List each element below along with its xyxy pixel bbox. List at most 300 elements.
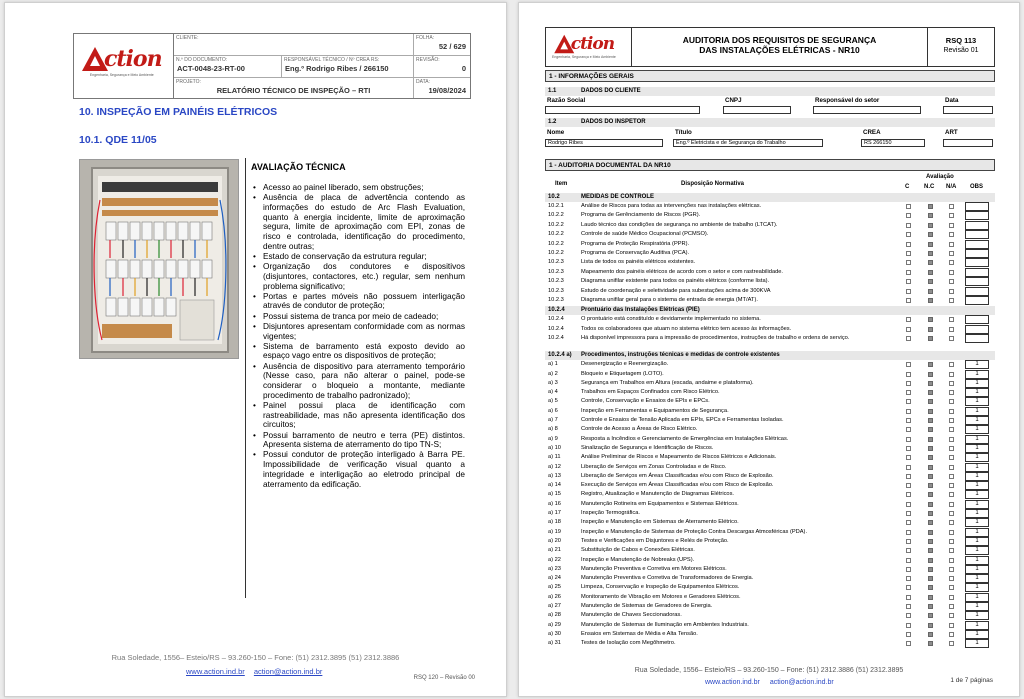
checkbox-na[interactable] bbox=[949, 623, 954, 628]
checkbox-nc[interactable] bbox=[928, 558, 933, 563]
row-item-number: 10.2.4 bbox=[548, 307, 565, 314]
checkbox-c[interactable] bbox=[906, 437, 911, 442]
section-general-info: 1 - INFORMAÇÕES GERAIS bbox=[545, 70, 995, 82]
row-item-number: a) 22 bbox=[548, 556, 561, 563]
obs-field[interactable]: 1 bbox=[965, 416, 989, 425]
obs-field[interactable]: 1 bbox=[965, 472, 989, 481]
checkbox-c[interactable] bbox=[906, 567, 911, 572]
checkbox-na[interactable] bbox=[949, 632, 954, 637]
revision-cell: REVISÃO: 0 bbox=[414, 56, 470, 78]
row-item-number: a) 19 bbox=[548, 528, 561, 535]
checkbox-nc[interactable] bbox=[928, 632, 933, 637]
obs-field[interactable]: 1 bbox=[965, 602, 989, 611]
obs-field[interactable]: 1 bbox=[965, 481, 989, 490]
checkbox-nc[interactable] bbox=[928, 595, 933, 600]
row-description: Procedimentos, instruções técnicas e medidas de controle existentes bbox=[581, 352, 780, 359]
inspector-crea-field[interactable]: RS 266150 bbox=[861, 139, 925, 147]
table-row bbox=[545, 490, 995, 499]
checkbox-c[interactable] bbox=[906, 576, 911, 581]
row-item-number: a) 21 bbox=[548, 547, 561, 554]
table-row bbox=[545, 287, 995, 296]
row-item-number: 10.2.4 bbox=[548, 316, 564, 323]
checkbox-nc[interactable] bbox=[928, 418, 933, 423]
row-item-number: a) 28 bbox=[548, 612, 561, 619]
checkbox-c[interactable] bbox=[906, 298, 911, 303]
checkbox-c[interactable] bbox=[906, 455, 911, 460]
checkbox-nc[interactable] bbox=[928, 604, 933, 609]
table-group-row bbox=[545, 306, 995, 315]
checkbox-nc[interactable] bbox=[928, 204, 933, 209]
doc-number-cell: N.º DO DOCUMENTO: ACT-0048-23-RT-00 bbox=[174, 56, 282, 78]
obs-field[interactable]: 1 bbox=[965, 611, 989, 620]
table-row bbox=[545, 528, 995, 537]
checkbox-na[interactable] bbox=[949, 317, 954, 322]
checkbox-nc[interactable] bbox=[928, 232, 933, 237]
row-item-number: a) 29 bbox=[548, 621, 561, 628]
checkbox-na[interactable] bbox=[949, 474, 954, 479]
section-title: 10. INSPEÇÃO EM PAINÉIS ELÉTRICOS bbox=[79, 106, 278, 118]
checkbox-c[interactable] bbox=[906, 623, 911, 628]
row-description: Testes e Verificações em Disjuntores e Relés de Proteção. bbox=[581, 537, 729, 544]
row-description: Manutenção de Sistemas de Geradores de Energia. bbox=[581, 603, 713, 609]
checkbox-c[interactable] bbox=[906, 492, 911, 497]
checkbox-nc[interactable] bbox=[928, 492, 933, 497]
row-description: Programa de Conservação Auditiva (PCA). bbox=[581, 250, 690, 256]
obs-field[interactable]: 1 bbox=[965, 388, 989, 397]
obs-field[interactable]: 1 bbox=[965, 574, 989, 583]
obs-field[interactable]: 1 bbox=[965, 537, 989, 546]
checkbox-c[interactable] bbox=[906, 362, 911, 367]
checkbox-c[interactable] bbox=[906, 381, 911, 386]
obs-field[interactable] bbox=[965, 258, 989, 267]
obs-field[interactable]: 1 bbox=[965, 370, 989, 379]
checkbox-nc[interactable] bbox=[928, 520, 933, 525]
checkbox-na[interactable] bbox=[949, 390, 954, 395]
obs-field[interactable] bbox=[965, 202, 989, 211]
checkbox-na[interactable] bbox=[949, 576, 954, 581]
checkbox-nc[interactable] bbox=[928, 372, 933, 377]
row-item-number: a) 14 bbox=[548, 482, 561, 489]
checkbox-na[interactable] bbox=[949, 409, 954, 414]
checkbox-nc[interactable] bbox=[928, 213, 933, 218]
technical-evaluation-list bbox=[253, 183, 465, 490]
obs-field[interactable]: 1 bbox=[965, 528, 989, 537]
form-code: RSQ 113 Revisão 01 bbox=[943, 36, 979, 54]
row-description: Diagrama unifilar geral para o sistema de entrada de energia (MT/AT). bbox=[581, 297, 758, 303]
row-description: Ensaios em Sistemas de Média e Alta Tensão. bbox=[581, 630, 698, 637]
obs-field[interactable]: 1 bbox=[965, 556, 989, 565]
checkbox-nc[interactable] bbox=[928, 270, 933, 275]
row-item-number: 10.2.1 bbox=[548, 203, 564, 209]
checkbox-c[interactable] bbox=[906, 223, 911, 228]
row-description: Sinalização de Segurança e Identificação de Riscos. bbox=[581, 444, 714, 451]
checkbox-na[interactable] bbox=[949, 446, 954, 451]
label-razao-social: Razão Social bbox=[547, 97, 586, 104]
checkbox-na[interactable] bbox=[949, 418, 954, 423]
checkbox-nc[interactable] bbox=[928, 641, 933, 646]
checkbox-c[interactable] bbox=[906, 232, 911, 237]
cnpj-field[interactable] bbox=[723, 106, 791, 114]
obs-field[interactable]: 1 bbox=[965, 453, 989, 462]
col-obs: OBS bbox=[970, 184, 984, 190]
checkbox-nc[interactable] bbox=[928, 390, 933, 395]
checkbox-c[interactable] bbox=[906, 604, 911, 609]
row-item-number: a) 23 bbox=[548, 565, 561, 572]
obs-field[interactable]: 1 bbox=[965, 630, 989, 639]
checkbox-c[interactable] bbox=[906, 483, 911, 488]
obs-field[interactable] bbox=[965, 268, 989, 277]
checkbox-na[interactable] bbox=[949, 558, 954, 563]
checkbox-nc[interactable] bbox=[928, 279, 933, 284]
row-item-number: 10.2.4 bbox=[548, 335, 564, 342]
page-count: 1 de 7 páginas bbox=[950, 677, 993, 684]
row-item-number: 10.2.3 bbox=[548, 259, 564, 266]
checkbox-c[interactable] bbox=[906, 446, 911, 451]
checkbox-c[interactable] bbox=[906, 585, 911, 590]
table-row bbox=[545, 463, 995, 472]
checkbox-na[interactable] bbox=[949, 585, 954, 590]
row-description: Controle de saúde Médico Ocupacional (PCMSO). bbox=[581, 231, 709, 238]
row-description: Substituição de Cabos e Conexões Elétricas. bbox=[581, 547, 695, 554]
checkbox-na[interactable] bbox=[949, 492, 954, 497]
obs-field[interactable] bbox=[965, 296, 989, 305]
row-description: Testes de Isolação com Megôhmetro. bbox=[581, 640, 676, 647]
evaluation-item: • Ausência de placa de advertência contendo as informações do estudo de Arc Flash Evaluation, quanto à energia incidente, limite de aproximação segura, limite de aproximação com EPI, zonas de risco e controlada, identificação do procedimento, dentre outras; bbox=[253, 193, 465, 251]
row-item-number: 10.2.4 a) bbox=[548, 352, 572, 359]
checkbox-nc[interactable] bbox=[928, 437, 933, 442]
table-row bbox=[545, 397, 995, 406]
obs-field[interactable] bbox=[965, 325, 989, 334]
table-row bbox=[545, 202, 995, 211]
evaluation-item: • Portas e partes móveis não possuem interligação através de condutor de proteção; bbox=[253, 292, 465, 311]
checkbox-c[interactable] bbox=[906, 336, 911, 341]
col-disposition: Disposição Normativa bbox=[681, 181, 745, 187]
checkbox-nc[interactable] bbox=[928, 548, 933, 553]
checkbox-na[interactable] bbox=[949, 204, 954, 209]
checkbox-nc[interactable] bbox=[928, 427, 933, 432]
row-item-number: a) 18 bbox=[548, 519, 561, 526]
table-row bbox=[545, 546, 995, 555]
checkbox-na[interactable] bbox=[949, 604, 954, 609]
email-link[interactable]: action@action.ind.br bbox=[769, 679, 834, 686]
row-item-number: a) 12 bbox=[548, 463, 561, 470]
footer-address: Rua Soledade, 1556– Esteio/RS – 93.260-150 – Fone: (51) 2312.3895 (51) 2312.3886 bbox=[111, 653, 400, 662]
inspector-name-field[interactable]: Rodrigo Ribes bbox=[545, 139, 663, 147]
table-row bbox=[545, 416, 995, 425]
obs-field[interactable]: 1 bbox=[965, 639, 989, 648]
checkbox-nc[interactable] bbox=[928, 474, 933, 479]
obs-field[interactable]: 1 bbox=[965, 565, 989, 574]
checkbox-c[interactable] bbox=[906, 632, 911, 637]
row-item-number: a) 17 bbox=[548, 510, 561, 516]
row-item-number: a) 3 bbox=[548, 379, 558, 386]
checkbox-nc[interactable] bbox=[928, 409, 933, 414]
checkbox-c[interactable] bbox=[906, 548, 911, 553]
checkbox-nc[interactable] bbox=[928, 260, 933, 265]
checkbox-c[interactable] bbox=[906, 641, 911, 646]
obs-field[interactable]: 1 bbox=[965, 583, 989, 592]
electrical-panel-photo bbox=[79, 159, 239, 359]
table-group-row bbox=[545, 351, 995, 360]
checkbox-na[interactable] bbox=[949, 399, 954, 404]
checkbox-na[interactable] bbox=[949, 483, 954, 488]
obs-field[interactable]: 1 bbox=[965, 593, 989, 602]
checkbox-na[interactable] bbox=[949, 520, 954, 525]
checkbox-c[interactable] bbox=[906, 465, 911, 470]
checkbox-c[interactable] bbox=[906, 520, 911, 525]
evaluation-item: • Possui barramento de neutro e terra (PE) distintos. Apresenta sistema de aterramento do tipo TN-S; bbox=[253, 431, 465, 450]
footer-links bbox=[705, 679, 842, 686]
checkbox-nc[interactable] bbox=[928, 511, 933, 516]
row-item-number: 10.2.2 bbox=[548, 231, 564, 238]
checkbox-na[interactable] bbox=[949, 511, 954, 516]
checkbox-na[interactable] bbox=[949, 381, 954, 386]
table-row bbox=[545, 268, 995, 277]
table-row bbox=[545, 593, 995, 602]
checkbox-c[interactable] bbox=[906, 409, 911, 414]
checkbox-nc[interactable] bbox=[928, 465, 933, 470]
checkbox-nc[interactable] bbox=[928, 502, 933, 507]
checkbox-nc[interactable] bbox=[928, 223, 933, 228]
checkbox-c[interactable] bbox=[906, 399, 911, 404]
checkbox-c[interactable] bbox=[906, 260, 911, 265]
checkbox-nc[interactable] bbox=[928, 613, 933, 618]
footer-links bbox=[186, 667, 329, 676]
checkbox-c[interactable] bbox=[906, 613, 911, 618]
checkbox-nc[interactable] bbox=[928, 289, 933, 294]
checkbox-nc[interactable] bbox=[928, 381, 933, 386]
row-description: Execução de Serviços em Áreas Classificadas e/ou com Risco de Explosão. bbox=[581, 482, 774, 489]
checkbox-c[interactable] bbox=[906, 279, 911, 284]
checkbox-na[interactable] bbox=[949, 232, 954, 237]
label-name: Nome bbox=[547, 129, 565, 136]
obs-field[interactable]: 1 bbox=[965, 397, 989, 406]
row-description: Análise Preliminar de Riscos e Mapeamento de Riscos Elétricos e Adicionais. bbox=[581, 454, 777, 461]
table-row bbox=[545, 407, 995, 416]
checkbox-nc[interactable] bbox=[928, 483, 933, 488]
obs-field[interactable]: 1 bbox=[965, 518, 989, 527]
row-description: Controle, Conservação e Ensaios de EPIs e EPCs. bbox=[581, 398, 710, 405]
obs-field[interactable]: 1 bbox=[965, 546, 989, 555]
checkbox-c[interactable] bbox=[906, 251, 911, 256]
table-row bbox=[545, 453, 995, 462]
email-link[interactable]: action@action.ind.br bbox=[253, 667, 323, 676]
checkbox-nc[interactable] bbox=[928, 585, 933, 590]
date-field[interactable] bbox=[943, 106, 993, 114]
checkbox-na[interactable] bbox=[949, 437, 954, 442]
obs-field[interactable]: 1 bbox=[965, 490, 989, 499]
checkbox-na[interactable] bbox=[949, 530, 954, 535]
checkbox-c[interactable] bbox=[906, 242, 911, 247]
row-item-number: a) 24 bbox=[548, 575, 561, 582]
website-link[interactable]: www.action.ind.br bbox=[705, 679, 760, 686]
row-description: Segurança em Trabalhos em Altura (escada, andaime e plataforma). bbox=[581, 379, 754, 386]
checkbox-na[interactable] bbox=[949, 223, 954, 228]
checkbox-nc[interactable] bbox=[928, 317, 933, 322]
obs-field[interactable]: 1 bbox=[965, 407, 989, 416]
row-description: Estudo de coordenação e seletividade para subestações acima de 300KVA bbox=[581, 287, 771, 294]
row-description: Desenergização e Reenergização. bbox=[581, 361, 669, 368]
obs-field[interactable]: 1 bbox=[965, 500, 989, 509]
obs-field[interactable]: 1 bbox=[965, 509, 989, 518]
checkbox-nc[interactable] bbox=[928, 251, 933, 256]
checkbox-na[interactable] bbox=[949, 567, 954, 572]
checkbox-c[interactable] bbox=[906, 530, 911, 535]
checkbox-c[interactable] bbox=[906, 372, 911, 377]
checkbox-na[interactable] bbox=[949, 465, 954, 470]
checkbox-nc[interactable] bbox=[928, 336, 933, 341]
obs-field[interactable] bbox=[965, 221, 989, 230]
inspector-data-heading: 1.2 DADOS DO INSPETOR bbox=[545, 118, 995, 127]
obs-field[interactable] bbox=[965, 334, 989, 343]
responsible-field[interactable] bbox=[813, 106, 921, 114]
obs-field[interactable]: 1 bbox=[965, 360, 989, 369]
label-date: Data bbox=[945, 97, 959, 104]
checkbox-c[interactable] bbox=[906, 427, 911, 432]
obs-field[interactable] bbox=[965, 240, 989, 249]
table-row bbox=[545, 277, 995, 286]
checkbox-nc[interactable] bbox=[928, 362, 933, 367]
table-row bbox=[545, 240, 995, 249]
checkbox-c[interactable] bbox=[906, 539, 911, 544]
obs-field[interactable] bbox=[965, 249, 989, 258]
obs-field[interactable] bbox=[965, 287, 989, 296]
row-description: Manutenção de Chaves Seccionadoras. bbox=[581, 612, 682, 619]
obs-field[interactable]: 1 bbox=[965, 444, 989, 453]
row-description: Liberação de Serviços em Áreas Classificadas e/ou com Risco de Explosão. bbox=[581, 472, 774, 479]
row-item-number: a) 13 bbox=[548, 472, 561, 479]
label-cnpj: CNPJ bbox=[725, 97, 742, 104]
obs-field[interactable] bbox=[965, 211, 989, 220]
obs-field[interactable]: 1 bbox=[965, 435, 989, 444]
checkbox-na[interactable] bbox=[949, 427, 954, 432]
obs-field[interactable] bbox=[965, 230, 989, 239]
checkbox-na[interactable] bbox=[949, 362, 954, 367]
checkbox-na[interactable] bbox=[949, 242, 954, 247]
row-description: Manutenção de Sistemas de Iluminação em Ambientes Industriais. bbox=[581, 621, 749, 628]
checkbox-nc[interactable] bbox=[928, 539, 933, 544]
checkbox-nc[interactable] bbox=[928, 446, 933, 451]
checkbox-c[interactable] bbox=[906, 502, 911, 507]
row-description: Manutenção Preventiva e Corretiva em Motores Elétricos. bbox=[581, 565, 727, 572]
row-item-number: a) 10 bbox=[548, 444, 561, 451]
table-row bbox=[545, 258, 995, 267]
checkbox-na[interactable] bbox=[949, 260, 954, 265]
table-row bbox=[545, 556, 995, 565]
checkbox-c[interactable] bbox=[906, 390, 911, 395]
label-art: ART bbox=[945, 129, 958, 136]
checkbox-c[interactable] bbox=[906, 511, 911, 516]
checkbox-na[interactable] bbox=[949, 289, 954, 294]
checkbox-c[interactable] bbox=[906, 270, 911, 275]
table-row bbox=[545, 602, 995, 611]
row-item-number: a) 30 bbox=[548, 630, 561, 637]
table-row bbox=[545, 630, 995, 639]
table-row bbox=[545, 315, 995, 324]
row-description: Inspeção e Manutenção de Sistemas de Proteção Contra Descargas Atmosféricas (PDA). bbox=[581, 528, 808, 535]
row-description: Bloqueio e Etiquetagem (LOTO). bbox=[581, 370, 664, 377]
row-description: Trabalhos em Espaços Confinados com Risco Elétrico. bbox=[581, 389, 720, 396]
checkbox-c[interactable] bbox=[906, 213, 911, 218]
label-title: Título bbox=[675, 129, 692, 136]
checkbox-c[interactable] bbox=[906, 558, 911, 563]
form-revision: RSQ 120 – Revisão 00 bbox=[413, 675, 475, 681]
checkbox-c[interactable] bbox=[906, 317, 911, 322]
evaluation-item: • Disjuntores apresentam conformidade com as normas vigentes; bbox=[253, 322, 465, 341]
checkbox-na[interactable] bbox=[949, 298, 954, 303]
table-row bbox=[545, 211, 995, 220]
client-cell: CLIENTE: bbox=[174, 34, 414, 56]
checkbox-na[interactable] bbox=[949, 372, 954, 377]
checkbox-nc[interactable] bbox=[928, 298, 933, 303]
obs-field[interactable] bbox=[965, 277, 989, 286]
checkbox-na[interactable] bbox=[949, 548, 954, 553]
checkbox-na[interactable] bbox=[949, 455, 954, 460]
inspector-art-field[interactable] bbox=[943, 139, 993, 147]
checkbox-nc[interactable] bbox=[928, 327, 933, 332]
table-row bbox=[545, 537, 995, 546]
col-c: C bbox=[905, 184, 910, 190]
row-description: Mapeamento dos painéis elétricos de acordo com o setor e com rastreabilidade. bbox=[581, 268, 784, 275]
checkbox-c[interactable] bbox=[906, 327, 911, 332]
inspector-title-field[interactable]: Eng.º Eletricista e de Segurança do Trabalho bbox=[673, 139, 823, 147]
logo-cell bbox=[74, 34, 174, 98]
checkbox-nc[interactable] bbox=[928, 530, 933, 535]
checkbox-nc[interactable] bbox=[928, 455, 933, 460]
checkbox-nc[interactable] bbox=[928, 399, 933, 404]
checkbox-c[interactable] bbox=[906, 595, 911, 600]
obs-field[interactable] bbox=[965, 315, 989, 324]
label-crea: CREA bbox=[863, 129, 881, 136]
row-item-number: a) 27 bbox=[548, 603, 561, 609]
checkbox-na[interactable] bbox=[949, 213, 954, 218]
razao-social-field[interactable] bbox=[545, 106, 700, 114]
checkbox-nc[interactable] bbox=[928, 576, 933, 581]
obs-field[interactable]: 1 bbox=[965, 425, 989, 434]
checkbox-c[interactable] bbox=[906, 474, 911, 479]
row-item-number: 10.2.2 bbox=[548, 240, 564, 247]
row-item-number: a) 4 bbox=[548, 389, 558, 396]
checkbox-nc[interactable] bbox=[928, 242, 933, 247]
checkbox-c[interactable] bbox=[906, 418, 911, 423]
row-item-number: a) 15 bbox=[548, 491, 561, 498]
company-logo: ction Engenharia, Segurança e Meio Ambiente bbox=[552, 34, 616, 59]
checkbox-na[interactable] bbox=[949, 595, 954, 600]
checkbox-na[interactable] bbox=[949, 641, 954, 646]
checkbox-nc[interactable] bbox=[928, 567, 933, 572]
row-description: Inspeção e Manutenção de Nobreaks (UPS). bbox=[581, 556, 695, 563]
checkbox-na[interactable] bbox=[949, 279, 954, 284]
row-description: Laudo técnico das condições de segurança no ambiente de trabalho (LTCAT). bbox=[581, 221, 778, 228]
checkbox-na[interactable] bbox=[949, 336, 954, 341]
checkbox-c[interactable] bbox=[906, 289, 911, 294]
obs-field[interactable]: 1 bbox=[965, 621, 989, 630]
row-description: Monitoramento de Vibração em Motores e Geradores Elétricos. bbox=[581, 593, 741, 600]
checkbox-na[interactable] bbox=[949, 502, 954, 507]
row-item-number: 10.2.3 bbox=[548, 268, 564, 275]
table-row bbox=[545, 444, 995, 453]
checkbox-na[interactable] bbox=[949, 270, 954, 275]
obs-field[interactable]: 1 bbox=[965, 463, 989, 472]
checkbox-na[interactable] bbox=[949, 613, 954, 618]
checkbox-nc[interactable] bbox=[928, 623, 933, 628]
checkbox-na[interactable] bbox=[949, 327, 954, 332]
obs-field[interactable]: 1 bbox=[965, 379, 989, 388]
checkbox-na[interactable] bbox=[949, 251, 954, 256]
checkbox-c[interactable] bbox=[906, 204, 911, 209]
checkbox-na[interactable] bbox=[949, 539, 954, 544]
website-link[interactable]: www.action.ind.br bbox=[186, 667, 245, 676]
